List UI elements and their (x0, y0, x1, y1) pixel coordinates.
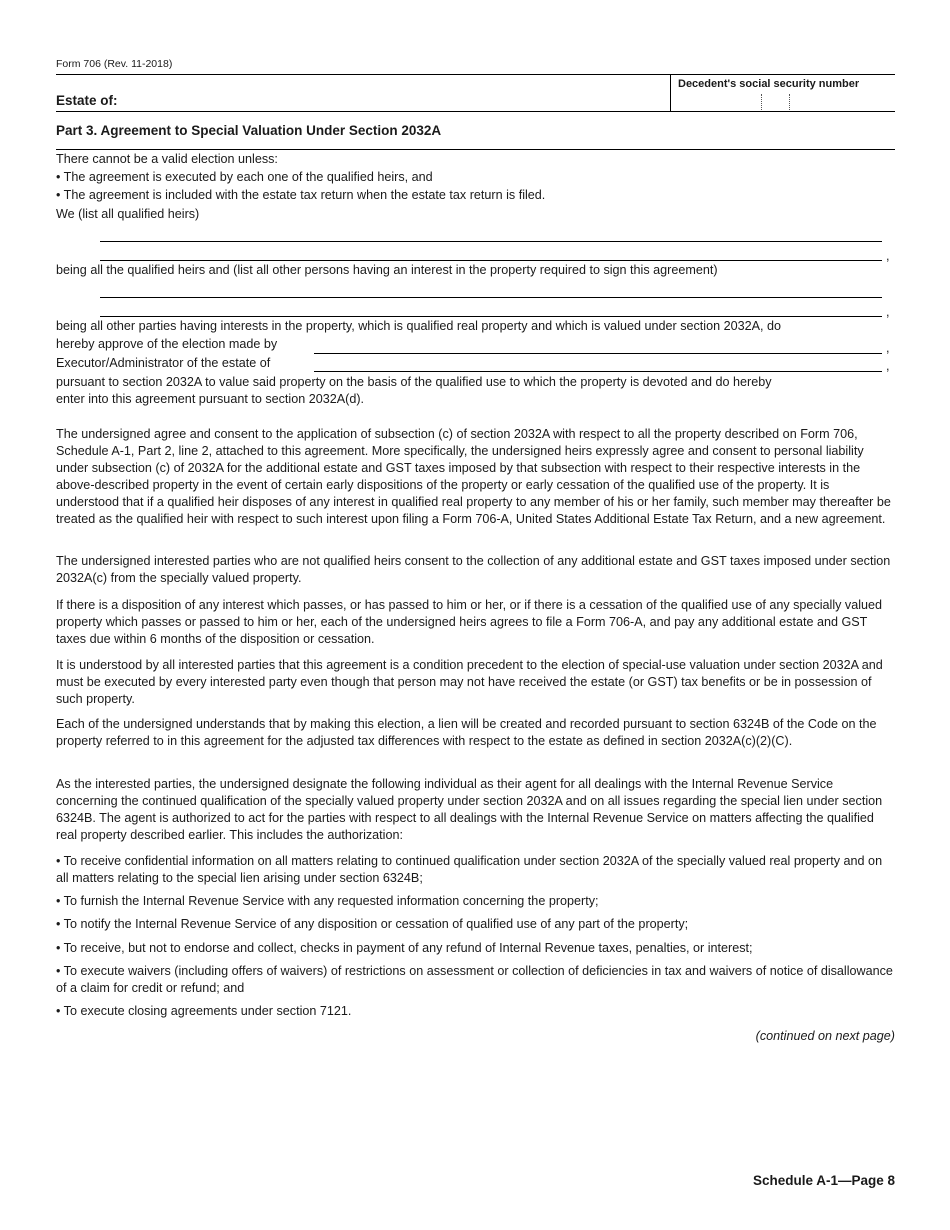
agent-paragraph: As the interested parties, the undersigned designate the following individual as their agent for all dealings with the Internal Revenue Service concerning the continued qualification of the specially valued property under section 2032A and on all issues regarding the special lien under section 6324B. The agent is authorized to act for the parties with respect to all dealings with the Internal Revenue Service on matters affecting the qualified real property described earlier. This includes the authorization: (56, 777, 883, 842)
lien-paragraph: Each of the undersigned understands that by making this election, a lien will be created and recorded pursuant to section 6324B of the Code on the property referred to in this agreement for the adjusted tax differences with respect to the estate as defined in section 2032A(c)(2)(C). (56, 717, 877, 748)
part-title: Part 3. Agreement to Special Valuation Under Section 2032A (56, 123, 442, 138)
comma: , (886, 249, 890, 263)
estate-header-row (56, 74, 895, 112)
pursuant-text: enter into this agreement pursuant to section 2032A(d). (56, 392, 365, 406)
intro-bullet: • The agreement is executed by each one of the qualified heirs, and (56, 170, 433, 184)
authorization-bullet: • To furnish the Internal Revenue Service with any requested information concerning the property; (56, 894, 599, 908)
pursuant-text: pursuant to section 2032A to value said property on the basis of the qualified use to which the property is devoted and do hereby (56, 375, 772, 389)
other-parties-line-1[interactable] (100, 297, 882, 298)
consent-paragraph: The undersigned agree and consent to the application of subsection (c) of section 2032A with respect to all the property described on Form 706, Schedule A-1, Part 2, line 2, attached to this agreement. More specifically, the undersigned heirs expressly agree and consent to personal liability under subsection (c) of 2032A for the additional estate and GST taxes imposed by that subsection with respect to their respective interests in the above-described property in the event of certain early dispositions of the property or early cessation of the qualified use of the property. It is understood that if a qualified heir disposes of any interest in qualified real property to any member of his or her family, such member may thereafter be treated as the qualified heir with respect to such interest upon filing a Form 706-A, United States Additional Estate Tax Return, and a new agreement. (56, 427, 891, 526)
heirs-line-1[interactable] (100, 241, 882, 242)
authorization-bullet: • To execute waivers (including offers of waivers) of restrictions on assessment or collection of deficiencies in tax and waivers of notice of disallowance of a claim for credit or refund; and (56, 964, 893, 995)
ssn-label: Decedent's social security number (678, 78, 860, 90)
condition-paragraph: It is understood by all interested parties that this agreement is a condition precedent to the election of special-use valuation under section 2032A and must be executed by every interested party even though that person may not have received the estate (or GST) tax benefits or be in possession of such property. (56, 658, 883, 706)
intro-bullet: • The agreement is included with the estate tax return when the estate tax return is filed. (56, 188, 546, 202)
parties-text: being all other parties having interests in the property, which is qualified real property and which is valued under section 2032A, do (56, 319, 782, 333)
comma: , (886, 305, 890, 319)
heirs-line-2[interactable] (100, 260, 882, 261)
part-divider (56, 149, 895, 150)
ssn-separator (789, 94, 790, 110)
authorization-bullet: • To receive confidential information on all matters relating to continued qualification under section 2032A of the specially valued real property and on all matters relating to the special lien arising under section 6324B; (56, 854, 883, 885)
executor-label: Executor/Administrator of the estate of (56, 356, 271, 370)
page-footer: Schedule A-1—Page 8 (752, 1173, 895, 1188)
disposition-paragraph: If there is a disposition of any interest which passes, or has passed to him or her, or if there is a cessation of the qualified use of any specially valued property which passes or passed to him or her, each of the undersigned heirs agrees to file a Form 706-A, and pay any additional estate and GST taxes due within 6 months of the disposition or cessation. (56, 598, 883, 646)
other-parties-line-2[interactable] (100, 316, 882, 317)
heirs-prompt: We (list all qualified heirs) (56, 207, 200, 221)
election-made-by-field[interactable] (314, 353, 882, 354)
estate-label: Estate of: (56, 93, 118, 108)
comma: , (886, 359, 890, 373)
continued-note: (continued on next page) (755, 1029, 895, 1043)
authorization-bullet: • To receive, but not to endorse and collect, checks in payment of any refund of Internal Revenue taxes, penalties, or interest; (56, 941, 753, 955)
others-prompt: being all the qualified heirs and (list all other persons having an interest in the property required to sign this agreement) (56, 263, 718, 277)
authorization-bullet: • To execute closing agreements under section 7121. (56, 1004, 352, 1018)
parties-text: hereby approve of the election made by (56, 337, 278, 351)
estate-of-field[interactable] (314, 371, 882, 372)
collection-paragraph: The undersigned interested parties who are not qualified heirs consent to the collection of any additional estate and GST taxes imposed under section 2032A(c) from the specially valued property. (56, 554, 891, 585)
intro-text: There cannot be a valid election unless: (56, 152, 278, 166)
form-page (56, 0, 895, 1230)
ssn-box[interactable] (670, 75, 896, 111)
form-id: Form 706 (Rev. 11-2018) (56, 58, 173, 70)
ssn-separator (761, 94, 762, 110)
comma: , (886, 341, 890, 355)
authorization-bullet: • To notify the Internal Revenue Service of any disposition or cessation of qualified use of any part of the property; (56, 917, 689, 931)
